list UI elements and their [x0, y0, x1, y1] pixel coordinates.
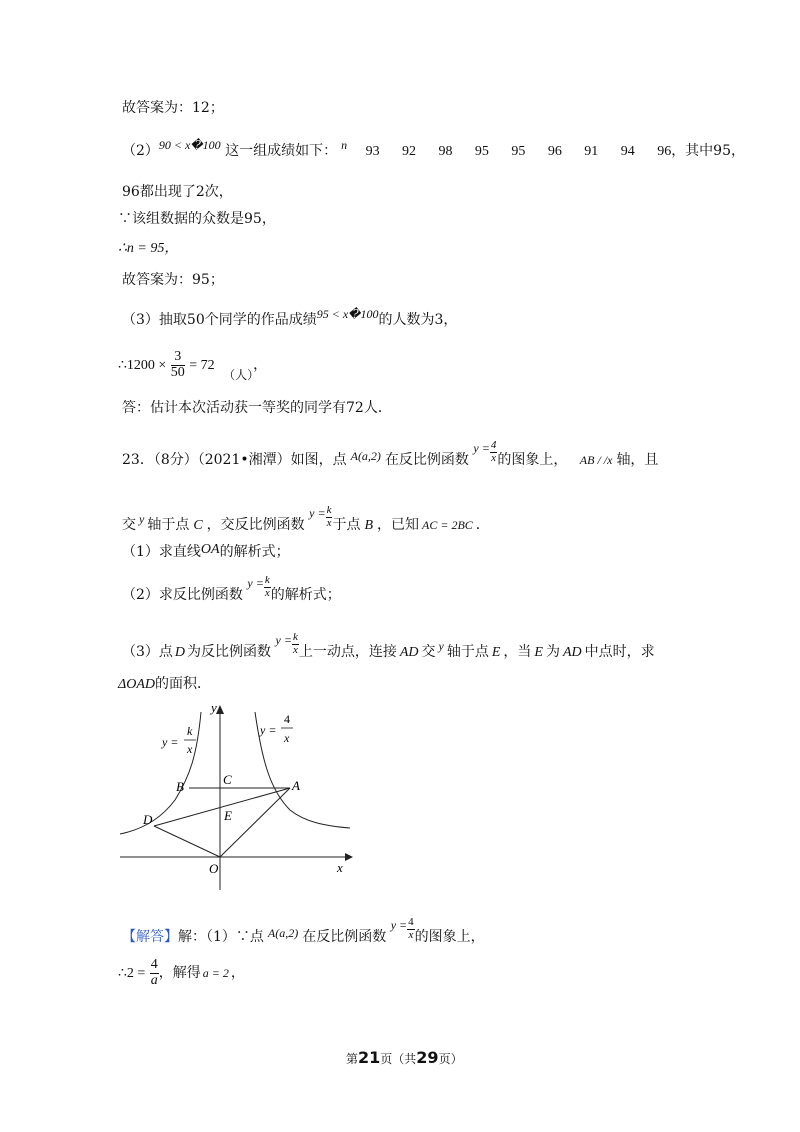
text: ，已知 — [377, 517, 420, 534]
label-x-axis: x — [337, 860, 343, 875]
var-y: y — [438, 639, 444, 654]
q23-text: 在反比例函数 — [384, 452, 469, 469]
current-page: 21 — [358, 1048, 381, 1067]
footer-text: 第 — [346, 1052, 359, 1066]
point-a: A(a,2) — [267, 926, 299, 941]
text: 于点 — [332, 517, 361, 534]
score: 98 — [438, 144, 453, 159]
text: 解：（1）∵点 — [178, 929, 264, 946]
page-footer — [346, 1050, 463, 1066]
text: 中点时，求 — [584, 644, 655, 661]
text-line: ∵该组数据的众数是95， — [118, 211, 276, 227]
label-d: D — [143, 812, 153, 827]
label-c: C — [223, 772, 232, 787]
text: 的解析式； — [270, 587, 341, 604]
point-b: B — [364, 518, 374, 534]
func-y: y = — [309, 506, 326, 521]
text: 的图象上， — [414, 929, 485, 946]
score: 94 — [620, 144, 635, 159]
triangle-oad: ΔOAD — [118, 677, 155, 692]
text: ，交反比例函数 — [206, 517, 305, 534]
text: 交 — [421, 644, 436, 661]
func-y: y = — [473, 441, 490, 456]
point-c: C — [193, 518, 203, 534]
text: 为 — [545, 644, 560, 661]
segment-ad: AD — [399, 645, 419, 661]
text: 的解析式； — [219, 544, 290, 560]
footer-text: 页） — [438, 1052, 463, 1066]
x-axis-arrow — [345, 853, 353, 861]
solution-line — [122, 916, 485, 949]
point-d: D — [174, 645, 186, 661]
text: 轴于点 — [446, 644, 489, 661]
fraction: $\frac{k}{x}$ — [292, 631, 298, 656]
text: ，当 — [503, 644, 532, 661]
left-func-y: y = — [162, 735, 179, 749]
left-func-num: k — [187, 724, 193, 738]
label-a: A — [292, 778, 300, 793]
answer-line-12: 故答案为：12； — [122, 100, 224, 116]
q23-text: 的图象上， — [497, 452, 568, 469]
fraction: $\frac{4}{a}$ — [150, 957, 158, 988]
label-e: E — [224, 808, 232, 823]
solution-calc-line — [118, 958, 245, 988]
inequality: 90 < x�100 — [158, 138, 221, 152]
point-e: E — [534, 645, 543, 661]
part2-tail: ，其中95， — [671, 143, 746, 159]
equation: a = 2 — [202, 966, 229, 981]
text: （1）求直线 — [122, 544, 201, 560]
y-axis-arrow — [216, 705, 224, 714]
inequality: 95 < x�100 — [316, 307, 379, 321]
total-pages: 29 — [416, 1048, 439, 1067]
right-func-num: 4 — [284, 712, 290, 726]
score: 96 — [657, 144, 672, 159]
ab-parallel: AB / /x — [579, 453, 613, 468]
text: ， — [230, 965, 245, 982]
text: 上一动点，连接 — [298, 644, 397, 661]
text: （2）求反比例函数 — [122, 587, 243, 604]
func-y: y = — [275, 633, 292, 648]
var-y: y — [139, 512, 145, 527]
text-line: 故答案为：95； — [122, 272, 224, 288]
score: 96 — [547, 144, 562, 159]
segment-ad: AD — [562, 645, 582, 661]
fraction: $\frac{k}{x}$ — [264, 574, 270, 599]
part3-tail: 的人数为3， — [378, 312, 458, 328]
func-y: y = — [247, 576, 264, 591]
calc-pre: ∴2 = — [118, 966, 146, 982]
part3-text: （3）抽取50个同学的作品成绩 — [122, 312, 317, 328]
text: 的面积． — [155, 676, 211, 692]
text-line: ∴n = 95， — [118, 241, 179, 256]
label-y-axis: y — [211, 700, 217, 715]
score: 91 — [584, 144, 599, 159]
text-line: 答：估计本次活动获一等奖的同学有72人． — [122, 400, 392, 416]
fraction: $\frac{3}{50}$ — [170, 349, 185, 380]
text: 交 — [122, 517, 136, 534]
text: （3）点 — [122, 644, 173, 661]
func-y: y = — [390, 918, 408, 933]
point-e: E — [491, 645, 501, 661]
part2-text: 这一组成绩如下： — [225, 143, 338, 159]
var-n: n — [341, 138, 348, 152]
fraction: $\frac{4}{x}$ — [408, 916, 414, 941]
score: 93 — [365, 144, 380, 159]
text-line: 96都出现了2次， — [122, 184, 233, 200]
equation: AC = 2BC — [422, 518, 473, 533]
segment-da — [154, 788, 290, 826]
text: ． — [475, 517, 490, 534]
text: ，解得 — [158, 965, 201, 982]
label-b: B — [176, 779, 184, 794]
score: 95 — [511, 144, 526, 159]
right-func-y: y = — [260, 723, 277, 737]
solution-tag: 【解答】 — [122, 929, 178, 946]
q23-text: 23．（8分）（2021•湘潭）如图，点 — [122, 452, 347, 469]
q23-text: 轴，且 — [616, 452, 659, 469]
text: 在反比例函数 — [302, 929, 387, 946]
text: 为反比例函数 — [187, 644, 272, 661]
unit: （人） — [223, 368, 254, 383]
part2-label: （2） — [122, 143, 159, 159]
score: 92 — [402, 144, 417, 159]
fraction: $\frac{4}{x}$ — [490, 439, 497, 464]
footer-text: 页（共 — [380, 1052, 417, 1066]
score: 95 — [474, 144, 489, 159]
right-func-den: x — [284, 731, 290, 745]
calc-end: ， — [253, 357, 268, 374]
line-oa: OA — [200, 542, 220, 557]
calc-pre: ∴1200 × — [118, 358, 167, 374]
text: 轴于点 — [147, 517, 190, 534]
left-func-den: x — [187, 742, 193, 756]
label-o: O — [209, 861, 219, 876]
segment-od — [154, 826, 220, 857]
point-a: A(a,2) — [350, 449, 381, 464]
calc-post: = 72 — [189, 358, 215, 374]
fraction: $\frac{k}{x}$ — [326, 504, 332, 529]
